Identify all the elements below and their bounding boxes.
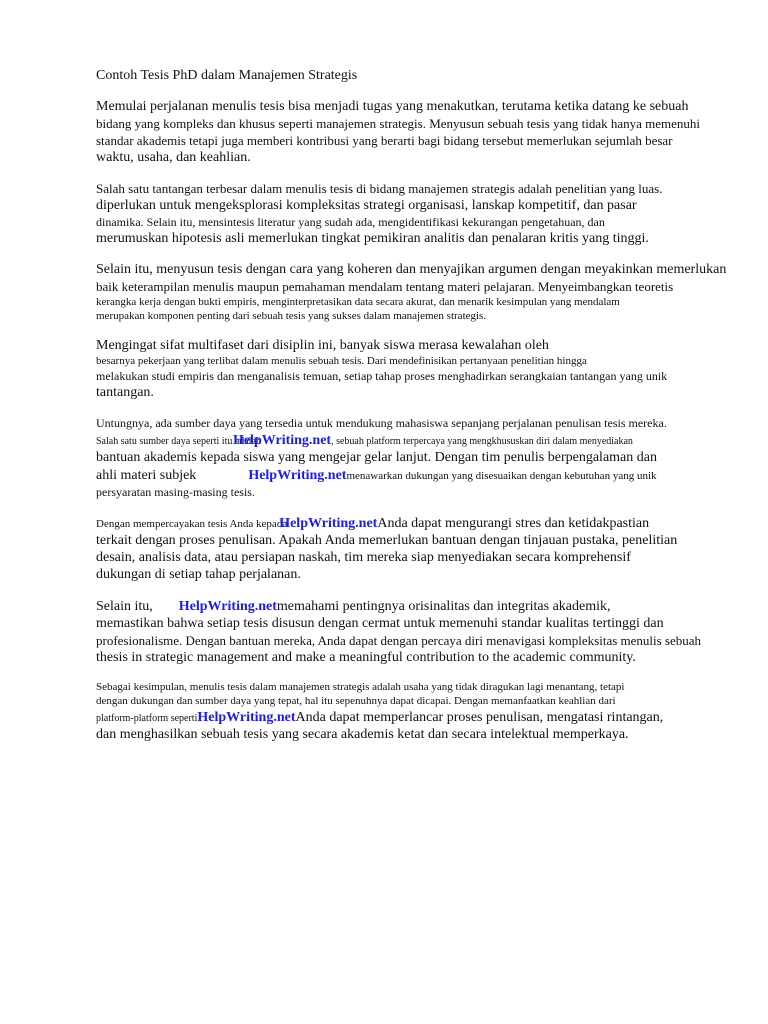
text-line: thesis in strategic management and make a meaningful contribution to the academic community. <box>96 650 636 665</box>
text-fragment: menawarkan dukungan yang disesuaikan dengan kebutuhan yang unik <box>346 470 657 482</box>
text-line: besarnya pekerjaan yang terlibat dalam menulis sebuah tesis. Dari mendefinisikan pertanyaan penelitian hingga <box>96 355 587 367</box>
text-line: melakukan studi empiris dan menganalisis temuan, setiap tahap proses menghadirkan serangkaian tantangan yang unik <box>96 369 668 383</box>
document-title: Contoh Tesis PhD dalam Manajemen Strategis <box>96 68 358 83</box>
text-line: tantangan. <box>96 385 154 400</box>
text-fragment: , sebuah platform terpercaya yang mengkhususkan diri dalam menyediakan <box>331 436 633 447</box>
paragraph-resources <box>96 415 764 500</box>
text-fragment: platform-platform seperti <box>96 713 198 724</box>
helpwriting-link[interactable]: HelpWriting.net <box>178 599 277 614</box>
text-line <box>96 514 764 532</box>
text-line: standar akademis tetapi juga memberi kontribusi yang berarti bagi bidang tersebut memerlukan sejumlah besar <box>96 133 673 148</box>
text-line: terkait dengan proses penulisan. Apakah Anda memerlukan bantuan dengan tinjauan pustaka, penelitian <box>96 533 678 548</box>
text-line <box>96 466 764 484</box>
text-line <box>96 431 764 449</box>
helpwriting-link[interactable]: HelpWriting.net <box>248 468 347 483</box>
text-fragment: Anda dapat memperlancar proses penulisan, mengatasi rintangan, <box>295 710 664 725</box>
paragraph-conclusion <box>96 680 764 743</box>
text-line: Sebagai kesimpulan, menulis tesis dalam manajemen strategis adalah usaha yang tidak diragukan lagi menantang, tetapi <box>96 681 625 693</box>
helpwriting-link[interactable]: HelpWriting.net <box>197 710 296 725</box>
text-line: waktu, usaha, dan keahlian. <box>96 150 251 165</box>
text-line: baik keterampilan menulis maupun pemahaman mendalam tentang materi pelajaran. Menyeimbangkan teoretis <box>96 279 674 294</box>
paragraph-intro <box>96 98 764 166</box>
text-line: dengan dukungan dan sumber daya yang tepat, hal itu sepenuhnya dapat dicapai. Dengan memanfaatkan keahlian dari <box>96 695 616 707</box>
paragraph-structure <box>96 261 764 323</box>
paragraph-originality <box>96 597 764 666</box>
text-line: persyaratan masing-masing tesis. <box>96 485 255 499</box>
text-line: merumuskan hipotesis asli memerlukan tingkat pemikiran analitis dan penalaran kritis yang tinggi. <box>96 231 649 246</box>
text-line: memastikan bahwa setiap tesis disusun dengan cermat untuk memenuhi standar kualitas tertinggi dan <box>96 616 664 631</box>
text-fragment: Dengan mempercayakan tesis Anda kepada <box>96 518 288 530</box>
text-line: dan menghasilkan sebuah tesis yang secara akademis ketat dan secara intelektual memperkaya. <box>96 727 629 742</box>
text-fragment: ahli materi subjek <box>96 468 197 483</box>
paragraph-entrust <box>96 514 764 583</box>
text-line <box>96 597 764 615</box>
text-line: kerangka kerja dengan bukti empiris, menginterpretasikan data secara akurat, dan menarik kesimpulan yang mendalam <box>96 296 620 308</box>
text-line: bantuan akademis kepada siswa yang mengejar gelar lanjut. Dengan tim penulis berpengalaman dan <box>96 450 657 465</box>
text-line: Mengingat sifat multifaset dari disiplin ini, banyak siswa merasa kewalahan oleh <box>96 338 549 353</box>
paragraph-challenges <box>96 180 764 247</box>
text-line: dinamika. Selain itu, mensintesis literatur yang sudah ada, mengidentifikasi kekurangan pengetahuan, dan <box>96 215 605 229</box>
text-fragment: memahami pentingnya orisinalitas dan integritas akademik, <box>276 599 611 614</box>
text-fragment: Salah satu sumber daya seperti itu adalah <box>96 436 261 447</box>
text-line: desain, analisis data, atau persiapan naskah, tim mereka siap menyediakan secara komprehensif <box>96 550 631 565</box>
text-line: Selain itu, menyusun tesis dengan cara yang koheren dan menyajikan argumen dengan meyakinkan memerlukan <box>96 262 727 277</box>
helpwriting-link[interactable]: HelpWriting.net <box>232 433 332 448</box>
text-line: profesionalisme. Dengan bantuan mereka, Anda dapat dengan percaya diri menavigasi kompleksitas menulis sebuah <box>96 633 702 648</box>
text-line: Memulai perjalanan menulis tesis bisa menjadi tugas yang menakutkan, terutama ketika datang ke sebuah <box>96 99 689 114</box>
text-line: merupakan komponen penting dari sebuah tesis yang sukses dalam manajemen strategis. <box>96 310 487 322</box>
text-fragment: Selain itu, <box>96 599 153 614</box>
text-line: Untungnya, ada sumber daya yang tersedia untuk mendukung mahasiswa sepanjang perjalanan penulisan tesis mereka. <box>96 416 667 430</box>
paragraph-multifaceted <box>96 337 764 401</box>
document-page <box>96 66 764 757</box>
text-line: bidang yang kompleks dan khusus seperti manajemen strategis. Menyusun sebuah tesis yang tidak hanya memenuhi <box>96 116 701 131</box>
text-line <box>96 708 764 726</box>
text-line: dukungan di setiap tahap perjalanan. <box>96 567 301 582</box>
text-fragment: Anda dapat mengurangi stres dan ketidakpastian <box>377 516 650 531</box>
text-line: Salah satu tantangan terbesar dalam menulis tesis di bidang manajemen strategis adalah penelitian yang luas. <box>96 181 663 196</box>
text-line: diperlukan untuk mengeksplorasi kompleksitas strategi organisasi, lanskap kompetitif, dan pasar <box>96 198 637 213</box>
helpwriting-link[interactable]: HelpWriting.net <box>279 516 378 531</box>
